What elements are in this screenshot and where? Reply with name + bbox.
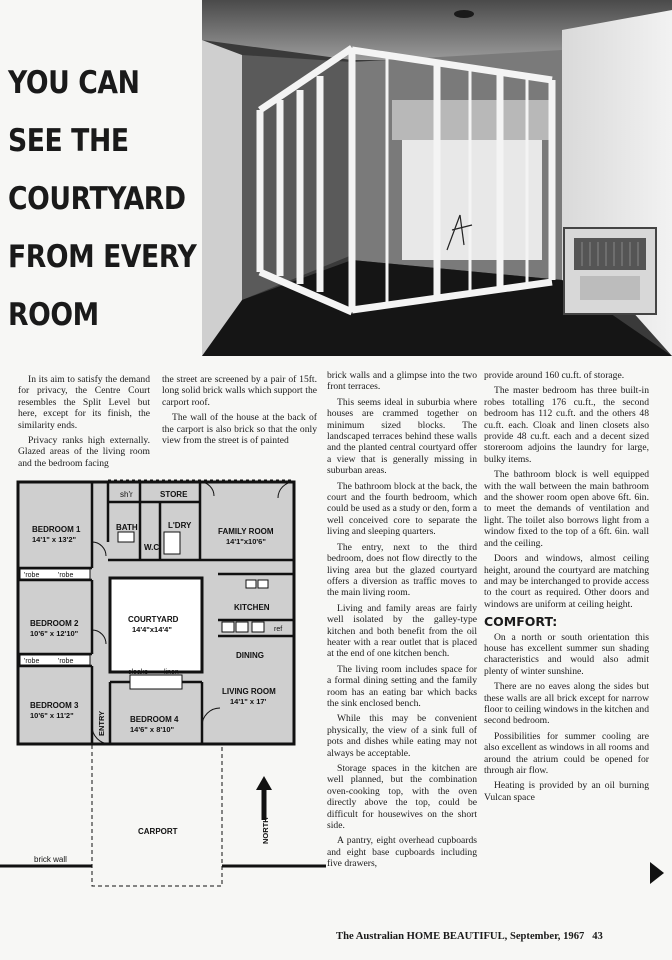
label-brick-wall: brick wall [34,855,67,864]
text-column-3 [327,370,477,874]
label-bedroom-3-size: 10'6" x 11'2" [30,711,74,720]
article-headline [8,54,197,344]
label-entry: ENTRY [97,710,106,736]
label-robe: 'robe [24,572,40,579]
paragraph: The bathroom block at the back, the court and the fourth bedroom, which could be used as a study or den, form a well conceived core to separate the living and sleeping quarters. [327,480,477,538]
label-carport: CARPORT [138,827,178,836]
label-bedroom-2: BEDROOM 2 [30,619,79,628]
headline-line-4: FROM EVERY [8,239,197,275]
paragraph: Living and family areas are fairly well isolated by the galley-type kitchen and both benefit from the oil heater with a rear outlet that is placed at the end of one kitchen bench. [327,602,477,660]
paragraph: The bathroom block is well equipped with the wall between the main bathroom and the shower room open above 6ft. 6in. to meet the demands of ventilation and light. The toilet also borrows light from a window fixed to the top of a 6ft. 6in. wall and the ceiling. [484,469,649,549]
paragraph: In its aim to satisfy the demand for privacy, the Centre Court resembles the Split Level but here, except for its finish, the similarity ends. [18,374,150,431]
paragraph: The living room includes space for a formal dining setting and the family room has an eating bar which backs the sink enclosed bench. [327,663,477,709]
paragraph: This seems ideal in suburbia where houses are crammed together on minimum sized blocks. The landscaped terraces behind these walls and the planted central courtyard offer a view that is generally missing in suburban areas. [327,396,477,477]
label-family-room-size: 14'1"x10'6" [226,537,266,546]
label-family-room: FAMILY ROOM [218,527,274,536]
text-column-2 [162,374,317,450]
page-footer [336,931,636,942]
paragraph: Doors and windows, almost ceiling height, around the courtyard are matching and may be interchanged to provide access to the court as required. Other doors and windows are uniform at ceiling height. [484,553,649,610]
label-living-room-size: 14'1" x 17' [230,697,267,706]
paragraph: The wall of the house at the back of the carport is also brick so that the only view from the street is of painted [162,412,317,447]
floor-plan [0,470,326,894]
paragraph: Privacy ranks high externally. Glazed areas of the living room and the bedroom facing [18,435,150,469]
label-ref: ref [274,626,283,633]
magazine-credit: The Australian HOME BEAUTIFUL, September, 1967 [336,931,585,942]
label-dining: DINING [236,651,264,660]
text-column-4 [484,370,649,807]
comfort-heading: COMFORT: [484,614,558,630]
page-number: 43 [592,931,603,942]
label-shower: sh'r [120,490,133,499]
headline-line-3: COURTYARD [8,181,186,217]
paragraph: Heating is provided by an oil burning Vulcan space [484,780,649,803]
label-bedroom-4-size: 14'6" x 8'10" [130,725,175,734]
label-bedroom-4: BEDROOM 4 [130,715,179,724]
label-bedroom-3: BEDROOM 3 [30,701,79,710]
paragraph: the street are screened by a pair of 15ft. long solid brick walls which support the carport roof. [162,374,317,408]
label-store: STORE [160,490,188,499]
paragraph: A pantry, eight overhead cupboards and eight base cupboards including five drawers, [327,835,477,870]
courtyard-photo [202,0,672,356]
label-bedroom-1: BEDROOM 1 [32,525,81,534]
text-column-1 [18,374,150,473]
label-cloaks: cloaks [128,669,148,676]
carport-area [92,744,222,886]
headline-line-5: ROOM [8,297,99,333]
paragraph: Possibilities for summer cooling are also excellent as windows in all rooms and around the atrium could be opened for through air flow. [484,730,649,776]
paragraph: The entry, next to the third bedroom, does not flow directly to the living area but the glazed courtyard offers a diversion as traffic moves to the main living room. [327,541,477,599]
label-laundry: L'DRY [168,521,192,530]
label-bedroom-2-size: 10'6" x 12'10" [30,629,79,638]
label-kitchen: KITCHEN [234,603,270,612]
paragraph: While this may be convenient physically, the view of a sink full of pots and dishes while eating may not always be acceptable. [327,713,477,759]
label-wc: W.C. [144,543,162,552]
label-courtyard-size: 14'4"x14'4" [132,625,172,634]
label-linen: linen [164,669,179,676]
label-living-room: LIVING ROOM [222,687,276,696]
label-robe: 'robe [58,658,74,665]
paragraph: On a north or south orientation this house has excellent summer sun shading characteristics and would also admit plenty of winter sunshine. [484,631,649,677]
headline-line-1: YOU CAN [8,65,140,101]
label-north: NORTH [261,817,270,844]
continue-arrow-icon [650,862,664,884]
paragraph: Storage spaces in the kitchen are well planned, but the combination oven-cooking top, with the oven directly above the top, could be difficult for housewives on the short side. [327,763,477,832]
label-bedroom-1-size: 14'1" x 13'2" [32,535,77,544]
paragraph: There are no eaves along the sides but these walls are all brick except for narrow floor to ceiling windows in the kitchen and second bedroom. [484,681,649,727]
courtyard-photo-illustration [202,0,672,356]
headline-line-2: SEE THE [8,123,129,159]
paragraph: provide around 160 cu.ft. of storage. [484,370,625,381]
label-robe: 'robe [24,658,40,665]
label-courtyard: COURTYARD [128,615,179,624]
paragraph: brick walls and a glimpse into the two front terraces. [327,370,477,393]
paragraph: The master bedroom has three built-in robes totalling 176 cu.ft., the second bedroom has 112 cu.ft. and the others 48 cu.ft. each. Cloak and linen closets also provide 48 cu.ft. each and a decent sized storeroom adjoins the laundry for large, bulky items. [484,385,649,465]
label-robe: 'robe [58,572,74,579]
label-bath: BATH [116,523,138,532]
